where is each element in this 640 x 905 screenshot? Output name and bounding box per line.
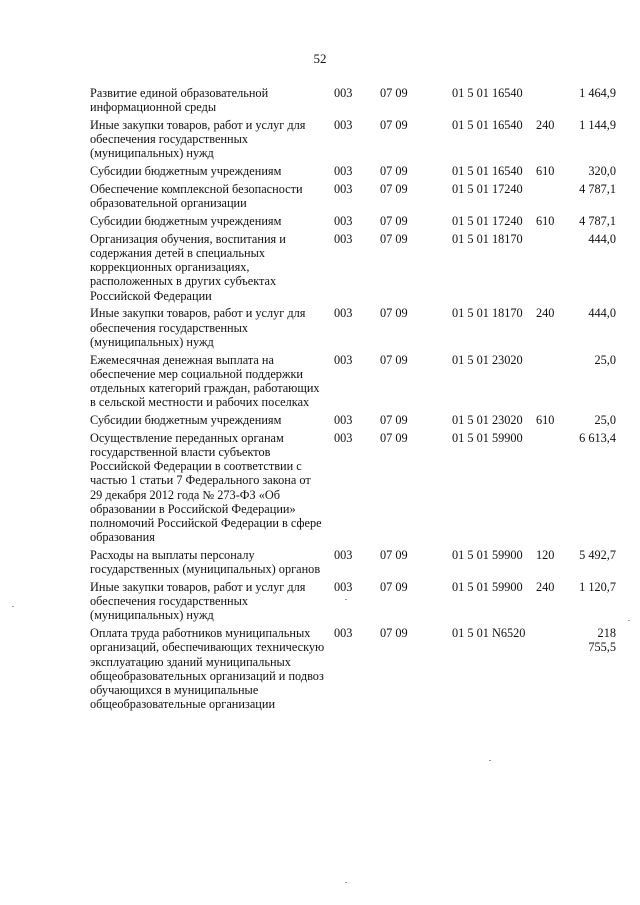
scan-speck: [345, 599, 347, 600]
row-target-code: 01 5 01 16540: [452, 86, 523, 100]
row-expense-type: 240: [536, 306, 555, 321]
table-row: [90, 413, 616, 427]
row-name: Обеспечение комплексной безопасности образовательной организации: [90, 182, 303, 211]
row-name: Субсидии бюджетным учреждениям: [90, 413, 282, 428]
page-number: 52: [313, 51, 327, 66]
row-admin-code: 003: [334, 118, 353, 132]
row-section-code: 07 09: [380, 164, 408, 179]
row-expense-type: 610: [536, 214, 555, 228]
row-section-code: 07 09: [380, 352, 408, 367]
row-target-code: 01 5 01 17240: [452, 214, 523, 228]
row-name: Иные закупки товаров, работ и услуг для обеспечения государственных (муниципальных) нужд: [90, 306, 306, 349]
row-admin-code: 003: [334, 86, 353, 100]
row-admin-code: 003: [334, 580, 353, 595]
table-row: [90, 86, 616, 114]
row-section-code: 07 09: [380, 86, 408, 100]
row-target-code: 01 5 01 N6520: [452, 626, 526, 641]
row-admin-code: 003: [334, 413, 353, 428]
table-row: [90, 353, 616, 410]
row-name: Расходы на выплаты персоналу государственных (муниципальных) органов: [90, 548, 321, 577]
row-sum: 25,0: [594, 352, 616, 367]
row-admin-code: 003: [334, 231, 353, 246]
scan-speck: [345, 882, 347, 883]
row-sum: 4 787,1: [579, 182, 616, 196]
row-expense-type: 120: [536, 548, 555, 563]
row-target-code: 01 5 01 59900: [452, 580, 523, 595]
row-target-code: 01 5 01 16540: [452, 164, 523, 179]
row-section-code: 07 09: [380, 182, 408, 196]
row-sum: 4 787,1: [579, 214, 616, 228]
row-admin-code: 003: [334, 352, 353, 367]
row-sum: 5 492,7: [579, 548, 616, 563]
row-section-code: 07 09: [380, 548, 408, 563]
row-sum: 6 613,4: [579, 430, 616, 445]
row-target-code: 01 5 01 23020: [452, 413, 523, 428]
table-row: [90, 306, 616, 349]
row-expense-type: 240: [536, 118, 555, 132]
table-row: [90, 214, 616, 228]
scan-speck: [628, 620, 630, 621]
table-row: [90, 548, 616, 576]
row-sum: 1 120,7: [579, 580, 616, 595]
row-admin-code: 003: [334, 548, 353, 563]
row-sum: 218 755,5: [588, 626, 616, 655]
row-admin-code: 003: [334, 430, 353, 445]
row-sum: 1 144,9: [579, 118, 616, 132]
row-admin-code: 003: [334, 164, 353, 179]
row-section-code: 07 09: [380, 626, 408, 641]
row-expense-type: 610: [536, 413, 555, 428]
row-expense-type: 610: [536, 164, 555, 179]
row-name: Осуществление переданных органам государственной власти субъектов Российской Федерации в соответствии с частью 1 статьи 7 Федерального закона от 29 декабря 2012 года № 273-ФЗ «Об образовании в Российской Федерации» полномочий Российской Федерации в сфере образования: [90, 430, 322, 545]
row-admin-code: 003: [334, 626, 353, 641]
row-sum: 444,0: [588, 231, 616, 246]
row-sum: 444,0: [588, 306, 616, 321]
table-row: [90, 232, 616, 303]
table-row: [90, 164, 616, 178]
row-section-code: 07 09: [380, 413, 408, 428]
row-name: Развитие единой образовательной информационной среды: [90, 86, 269, 115]
row-target-code: 01 5 01 59900: [452, 548, 523, 563]
row-admin-code: 003: [334, 182, 353, 196]
row-section-code: 07 09: [380, 118, 408, 132]
row-name: Иные закупки товаров, работ и услуг для обеспечения государственных (муниципальных) нужд: [90, 580, 306, 623]
row-expense-type: 240: [536, 580, 555, 595]
row-section-code: 07 09: [380, 580, 408, 595]
scan-speck: [12, 606, 14, 607]
row-target-code: 01 5 01 18170: [452, 306, 523, 321]
table-row: [90, 431, 616, 545]
table-row: [90, 182, 616, 210]
table-row: [90, 118, 616, 161]
row-target-code: 01 5 01 59900: [452, 430, 523, 445]
row-name: Ежемесячная денежная выплата на обеспечение мер социальной поддержки отдельных категорий граждан, работающих в сельской местности и рабочих поселках: [90, 352, 320, 410]
row-section-code: 07 09: [380, 430, 408, 445]
row-name: Субсидии бюджетным учреждениям: [90, 214, 282, 228]
row-name: Иные закупки товаров, работ и услуг для обеспечения государственных (муниципальных) нужд: [90, 118, 306, 161]
row-name: Организация обучения, воспитания и содержания детей в специальных коррекционных организациях, расположенных в других субъектах Российской Федерации: [90, 231, 286, 303]
row-target-code: 01 5 01 23020: [452, 352, 523, 367]
row-target-code: 01 5 01 17240: [452, 182, 523, 196]
table-row: [90, 580, 616, 623]
row-name: Субсидии бюджетным учреждениям: [90, 164, 282, 179]
row-admin-code: 003: [334, 214, 353, 228]
row-sum: 1 464,9: [579, 86, 616, 100]
row-section-code: 07 09: [380, 231, 408, 246]
row-target-code: 01 5 01 16540: [452, 118, 523, 132]
row-section-code: 07 09: [380, 214, 408, 228]
table-row: [90, 626, 616, 711]
scan-speck: [489, 760, 491, 761]
row-target-code: 01 5 01 18170: [452, 231, 523, 246]
row-section-code: 07 09: [380, 306, 408, 321]
row-sum: 25,0: [594, 413, 616, 428]
row-admin-code: 003: [334, 306, 353, 321]
row-sum: 320,0: [588, 164, 616, 179]
row-name: Оплата труда работников муниципальных организаций, обеспечивающих техническую эксплуатацию зданий муниципальных общеобразовательных организаций и подвоз обучающихся в муниципальные общеобразовательные организации: [90, 626, 325, 712]
budget-table: [90, 86, 616, 715]
